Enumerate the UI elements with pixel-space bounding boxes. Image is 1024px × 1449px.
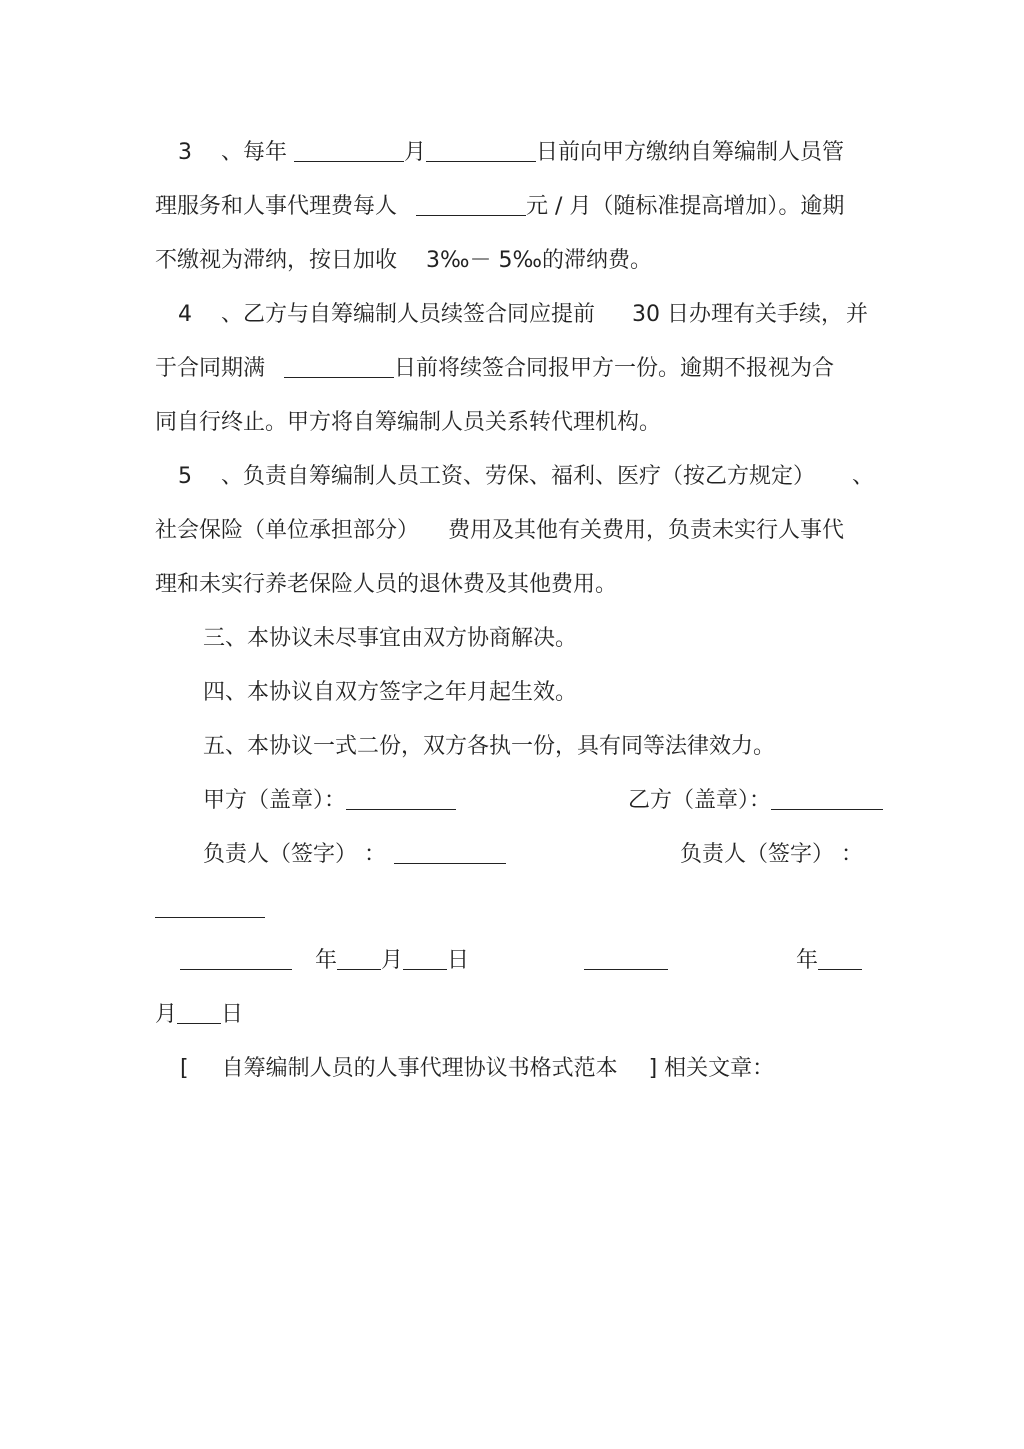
clause-5: 五、本协议一式二份，双方各执一份，具有同等法律效力。	[203, 734, 776, 759]
clause-4: 四、本协议自双方签字之年月起生效。	[203, 680, 578, 705]
year-month-blank[interactable]	[294, 139, 404, 162]
party-b-seal-blank[interactable]	[771, 787, 883, 810]
item4-line2: 于合同期满 日前将续签合同报甲方一份。逾期不报视为合	[155, 356, 835, 381]
renewal-day-blank[interactable]	[284, 355, 394, 378]
party-b-month-blank[interactable]	[818, 947, 862, 970]
party-b-month-day: 月 日	[155, 1002, 244, 1027]
related-articles: [ 自筹编制人员的人事代理协议书格式范本 ] 相关文章：	[180, 1056, 775, 1081]
item5-line1: 5 、负责自筹编制人员工资、劳保、福利、医疗（按乙方规定）	[178, 464, 816, 489]
party-b-responsible: 负责人（签字） ：	[680, 842, 863, 867]
party-a-responsible: 负责人（签字） ：	[203, 840, 506, 870]
party-b-year-blank-line	[584, 946, 668, 976]
party-a-month-blank[interactable]	[337, 947, 381, 970]
item5-line1-end: 、	[852, 464, 875, 489]
party-a-day-blank[interactable]	[403, 947, 447, 970]
item3-line1: 3 、每年 月 日前向甲方缴纳自筹编制人员管	[178, 140, 845, 165]
clause-3: 三、本协议未尽事宜由双方协商解决。	[203, 626, 578, 651]
party-b-day-blank[interactable]	[177, 1001, 221, 1024]
party-b-year-blank[interactable]	[584, 947, 668, 970]
party-b-signature-blank[interactable]	[155, 895, 265, 918]
party-b-year: 年	[796, 946, 862, 976]
item4-line3: 同自行终止。甲方将自筹编制人员关系转代理机构。	[155, 410, 662, 435]
item4-line1-end: 并	[846, 302, 869, 327]
party-a-year-blank[interactable]	[180, 947, 292, 970]
item4-line1: 4 、乙方与自筹编制人员续签合同应提前 30 日办理有关手续，	[178, 302, 844, 327]
party-a-signature-blank[interactable]	[394, 841, 506, 864]
party-b-signature-line	[155, 894, 265, 924]
related-title[interactable]: 自筹编制人员的人事代理协议书格式范本	[221, 1056, 618, 1081]
item3-number: 3	[178, 140, 192, 165]
item5-line3: 理和未实行养老保险人员的退休费及其他费用。	[155, 572, 618, 597]
item3-line2: 理服务和人事代理费每人 元 / 月（随标准提高增加）。逾期	[155, 194, 845, 219]
party-a-date: 年 月 日	[180, 946, 469, 976]
party-a-seal: 甲方（盖章）：	[203, 786, 456, 816]
fee-blank[interactable]	[416, 193, 526, 216]
item5-number: 5	[178, 464, 192, 489]
item5-line2: 社会保险（单位承担部分） 费用及其他有关费用，负责未实行人事代	[155, 518, 845, 543]
party-a-seal-blank[interactable]	[346, 787, 456, 810]
item4-number: 4	[178, 302, 192, 327]
day-blank[interactable]	[426, 139, 536, 162]
item3-line3: 不缴视为滞纳，按日加收 3‰－ 5‰的滞纳费。	[155, 248, 653, 273]
party-b-seal: 乙方（盖章）：	[628, 786, 883, 816]
